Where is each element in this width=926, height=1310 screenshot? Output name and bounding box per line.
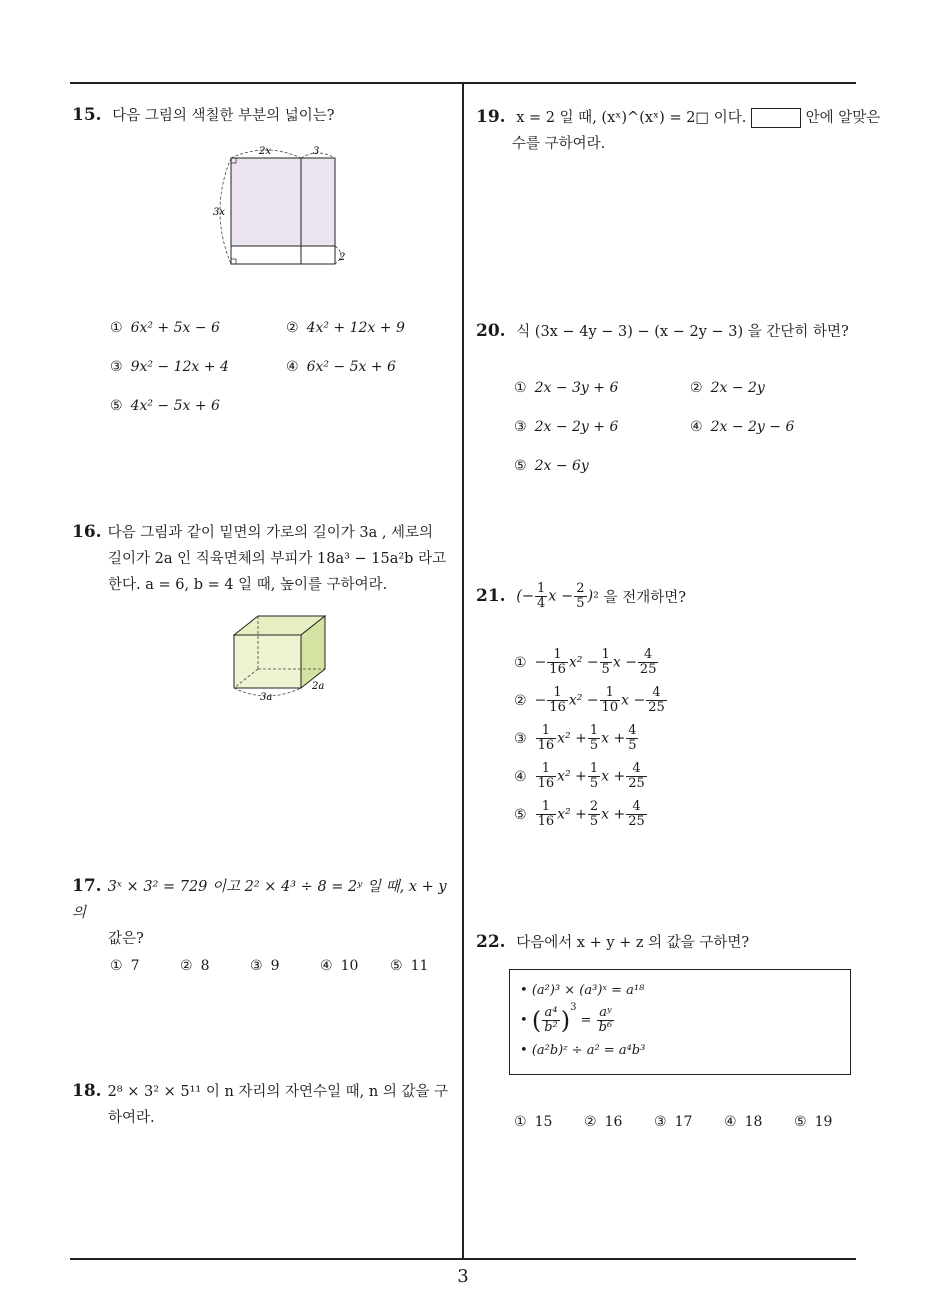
- option-marker: ②: [584, 1114, 597, 1130]
- q21-option-3[interactable]: ③ $\frac{1}{16}$ x² + $\frac{1}{5}$ x + $\frac{4}{5}$: [514, 723, 637, 753]
- fraction: $\frac{1}{16}$: [537, 723, 555, 753]
- q15-option-1[interactable]: [110, 320, 220, 336]
- column-divider: [462, 82, 464, 1258]
- option-text: 9x² − 12x + 4: [130, 359, 229, 375]
- question-text-line2: 하여라.: [108, 1110, 155, 1126]
- fraction: $\frac{1}{16}$: [537, 799, 555, 829]
- option-marker: ③: [514, 730, 527, 747]
- fraction: $\frac{4}{5}$: [628, 723, 637, 753]
- option-text: 18: [744, 1114, 763, 1130]
- question-number: 17.: [72, 876, 102, 896]
- fraction: $\frac{2}{5}$: [589, 799, 599, 829]
- q17-option-4[interactable]: [320, 958, 358, 974]
- option-marker: ④: [320, 958, 333, 974]
- fraction: $\frac{1}{5}$: [601, 647, 610, 677]
- q22-option-4[interactable]: [724, 1114, 762, 1130]
- fraction: $\frac{4}{25}$: [628, 799, 645, 829]
- option-text: 4x² − 5x + 6: [130, 398, 220, 414]
- q21-option-2[interactable]: ② − $\frac{1}{16}$ x² − $\frac{1}{10}$ x − $\frac{4}{25}$: [514, 685, 665, 715]
- question-text-line2: 수를 구하여라.: [512, 136, 606, 152]
- question-number: 22.: [476, 932, 506, 952]
- fraction: $\frac{1}{10}$: [601, 685, 619, 715]
- question-text: 다음 그림의 색칠한 부분의 넓이는?: [112, 108, 335, 124]
- option-marker: ②: [514, 692, 527, 709]
- question-text: ² 을 전개하면?: [593, 590, 687, 606]
- question-16: [72, 519, 457, 598]
- q20-option-4[interactable]: [690, 419, 794, 435]
- question-number: 16.: [72, 522, 102, 542]
- option-marker: ①: [514, 380, 527, 396]
- fraction: $\frac{2}{5}$: [576, 581, 585, 611]
- question-text-line3: 한다. a = 6, b = 4 일 때, 높이를 구하여라.: [108, 577, 388, 593]
- option-text: 16: [604, 1114, 623, 1130]
- fraction: $\frac{4}{25}$: [648, 685, 665, 715]
- question-number: 21.: [476, 585, 506, 606]
- question-text-line1: 2⁸ × 3² × 5¹¹ 이 n 자리의 자연수일 때, n 의 값을 구: [107, 1084, 449, 1100]
- question-text-line1-end: 안에 알맞은: [805, 110, 881, 126]
- fig-label-3: 3: [313, 146, 320, 157]
- condition-1: • (a²)³ × (a³)ˣ = a¹⁸: [520, 983, 645, 998]
- option-marker: ③: [250, 958, 263, 974]
- option-marker: ②: [286, 320, 299, 336]
- option-marker: ④: [286, 359, 299, 375]
- q20-option-2[interactable]: [690, 380, 765, 396]
- q20-option-5[interactable]: [514, 458, 589, 474]
- option-text: 7: [130, 958, 140, 974]
- q17-option-1[interactable]: [110, 958, 139, 974]
- option-marker: ②: [690, 380, 703, 396]
- option-text: 15: [534, 1114, 553, 1130]
- option-text: 2x − 6y: [534, 458, 589, 474]
- option-marker: ③: [654, 1114, 667, 1130]
- q15-option-5[interactable]: [110, 398, 220, 414]
- option-text: 4x² + 12x + 9: [306, 320, 405, 336]
- option-text: 19: [814, 1114, 833, 1130]
- q17-option-2[interactable]: [180, 958, 209, 974]
- option-marker: ②: [180, 958, 193, 974]
- option-text: 11: [410, 958, 429, 974]
- option-marker: ⑤: [514, 458, 527, 474]
- question-text: 식 (3x − 4y − 3) − (x − 2y − 3) 을 간단히 하면?: [516, 324, 849, 340]
- option-text: 6x² − 5x + 6: [306, 359, 396, 375]
- q22-option-3[interactable]: [654, 1114, 692, 1130]
- option-marker: ⑤: [514, 806, 527, 823]
- q16-figure: [222, 610, 342, 705]
- option-sign: −: [534, 692, 547, 709]
- fraction: $\frac{1}{4}$: [537, 581, 546, 611]
- fraction: $\frac{4}{25}$: [628, 761, 645, 791]
- q20-option-3[interactable]: [514, 419, 618, 435]
- page-number: 3: [457, 1266, 469, 1287]
- question-text-line2: 값은?: [108, 931, 144, 947]
- question-text: 다음에서 x + y + z 의 값을 구하면?: [516, 935, 750, 951]
- option-marker: ④: [690, 419, 703, 435]
- q20-option-1[interactable]: [514, 380, 618, 396]
- fig-label-2a: 2a: [312, 681, 325, 692]
- option-marker: ①: [514, 1114, 527, 1130]
- question-19: [476, 104, 881, 157]
- option-text: 2x − 2y − 6: [710, 419, 795, 435]
- fig-label-3x: 3x: [213, 207, 226, 218]
- fig-label-2x: 2x: [259, 146, 272, 157]
- option-text: 2x − 3y + 6: [534, 380, 619, 396]
- q21-option-5[interactable]: ⑤ $\frac{1}{16}$ x² + $\frac{2}{5}$ x + $\frac{4}{25}$: [514, 799, 645, 829]
- question-number: 20.: [476, 321, 506, 341]
- question-number: 19.: [476, 107, 506, 127]
- option-marker: ⑤: [794, 1114, 807, 1130]
- option-marker: ④: [724, 1114, 737, 1130]
- q22-option-2[interactable]: [584, 1114, 622, 1130]
- question-20: [476, 318, 849, 345]
- option-text: 9: [270, 958, 280, 974]
- q22-option-5[interactable]: [794, 1114, 832, 1130]
- answer-blank-box[interactable]: [751, 108, 801, 128]
- fraction: $\frac{4}{25}$: [639, 647, 657, 677]
- option-marker: ①: [514, 654, 527, 671]
- option-marker: ④: [514, 768, 527, 785]
- question-15: [72, 102, 335, 129]
- option-marker: ⑤: [110, 398, 123, 414]
- question-text-line1: x = 2 일 때, (xˣ)^(xˣ) = 2□ 이다.: [516, 110, 747, 126]
- question-text-line1: 다음 그림과 같이 밑면의 가로의 길이가 3a , 세로의: [107, 525, 434, 541]
- option-text: 10: [340, 958, 359, 974]
- question-18: [72, 1078, 457, 1131]
- q15-option-4[interactable]: [286, 359, 396, 375]
- fig-label-3a: 3a: [260, 692, 273, 703]
- option-marker: ①: [110, 958, 123, 974]
- option-text: 17: [674, 1114, 693, 1130]
- fraction: $\frac{1}{16}$: [549, 685, 566, 715]
- q17-option-3[interactable]: [250, 958, 279, 974]
- option-text: 6x² + 5x − 6: [130, 320, 220, 336]
- q22-option-1[interactable]: [514, 1114, 552, 1130]
- option-marker: ⑤: [390, 958, 403, 974]
- fraction: $\frac{1}{16}$: [549, 647, 566, 677]
- option-text: 8: [200, 958, 210, 974]
- fraction: $\frac{1}{5}$: [589, 723, 599, 753]
- condition-3: • (a²b)ᶻ ÷ a² = a⁴b³: [520, 1043, 646, 1058]
- question-22: [476, 929, 749, 956]
- q21-option-1[interactable]: ① − $\frac{1}{16}$ x² − $\frac{1}{5}$ x − $\frac{4}{25}$: [514, 647, 657, 677]
- option-text: 2x − 2y: [710, 380, 765, 396]
- q15-option-3[interactable]: [110, 359, 229, 375]
- question-number: 18.: [72, 1081, 102, 1101]
- fraction: $\frac{1}{5}$: [589, 761, 599, 791]
- option-marker: ③: [514, 419, 527, 435]
- bottom-rule: [70, 1258, 856, 1260]
- question-number: 15.: [72, 105, 102, 125]
- condition-2: • ( $\frac{\text{a⁴}}{\text{b²}}$ )$^3$ = $\frac{\text{aʸ}}{\text{b⁶}}$: [520, 1002, 613, 1035]
- q21-option-4[interactable]: ④ $\frac{1}{16}$ x² + $\frac{1}{5}$ x + $\frac{4}{25}$: [514, 761, 645, 791]
- q15-option-2[interactable]: [286, 320, 405, 336]
- question-17: [72, 873, 457, 952]
- option-sign: −: [534, 654, 547, 671]
- question-text-line2: 길이가 2a 인 직육면체의 부피가 18a³ − 15a²b 라고: [108, 551, 447, 567]
- question-21: 21. (− $\frac{1}{4}$ x − $\frac{2}{5}$ )² 을 전개하면?: [476, 581, 687, 611]
- question-text-line1: 3ˣ × 3² = 729 이고 2² × 4³ ÷ 8 = 2ʸ 일 때, x + y 의: [72, 879, 447, 921]
- q17-option-5[interactable]: [390, 958, 428, 974]
- fraction: $\frac{1}{16}$: [537, 761, 555, 791]
- fig-label-2: 2: [339, 252, 346, 263]
- option-marker: ③: [110, 359, 123, 375]
- option-text: 2x − 2y + 6: [534, 419, 619, 435]
- option-marker: ①: [110, 320, 123, 336]
- q15-figure: [205, 140, 365, 275]
